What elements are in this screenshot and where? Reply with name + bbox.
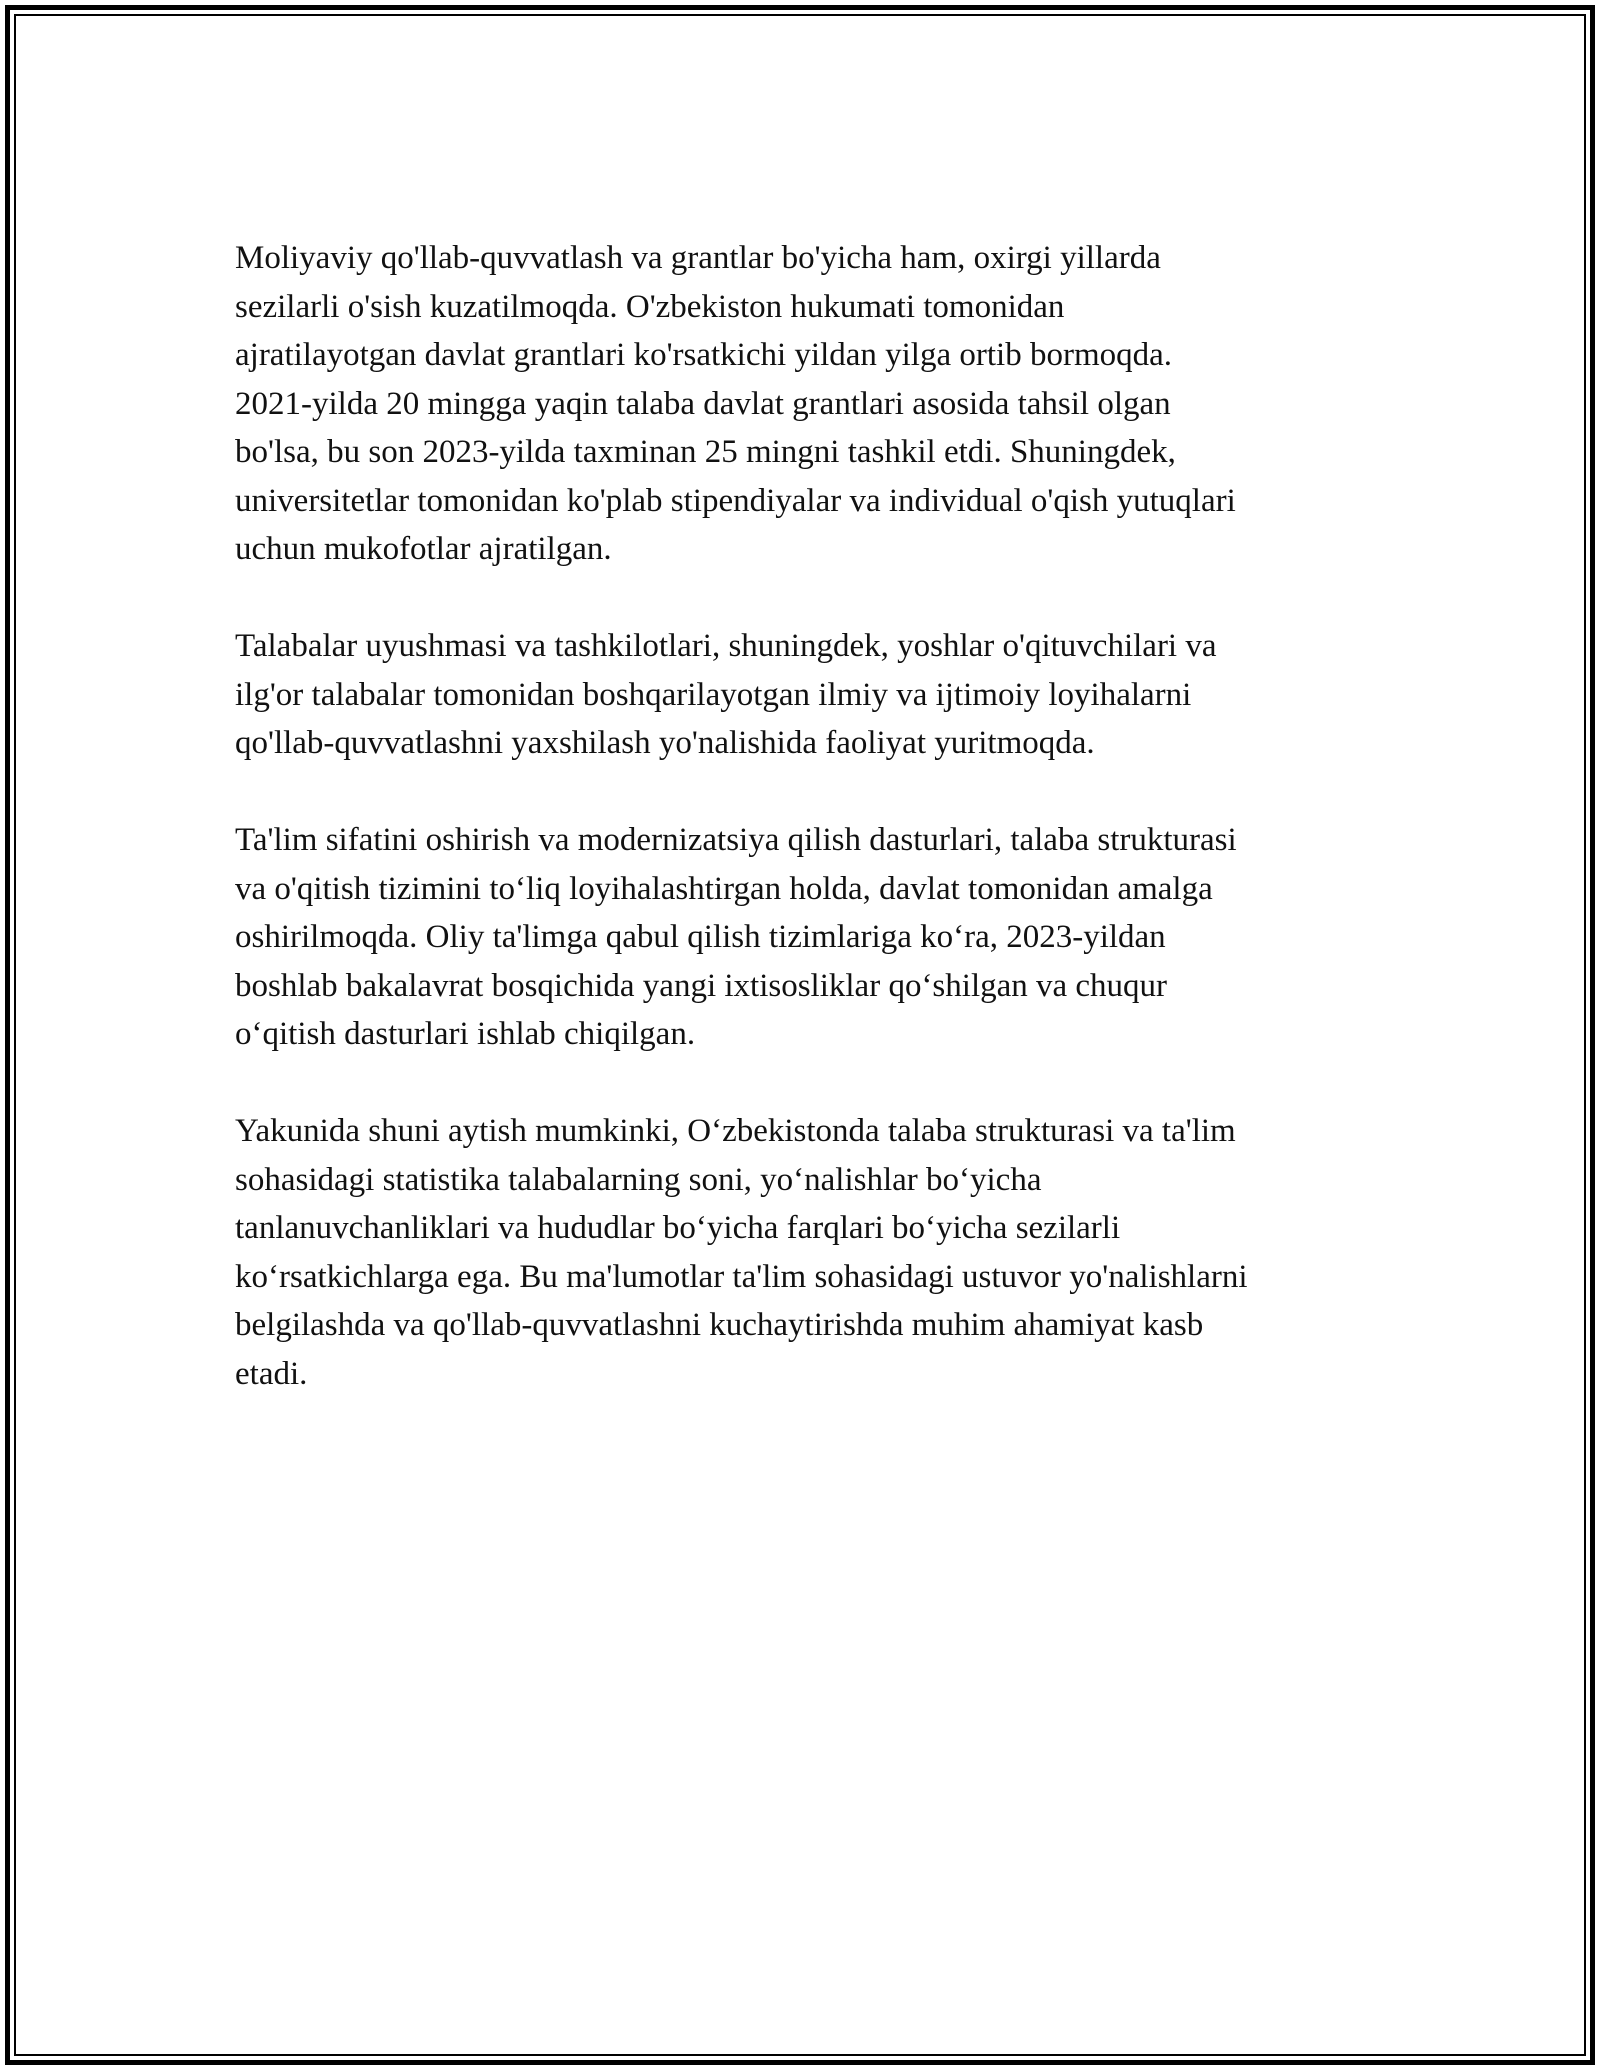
text-line: 2021-yilda 20 mingga yaqin talaba davlat grantlari asosida tahsil olgan [235,385,1171,422]
document-body [235,234,1385,1447]
text-line: uchun mukofotlar ajratilgan. [235,531,612,567]
text-line: Talabalar uyushmasi va tashkilotlari, shuningdek, yoshlar o'qituvchilari va [235,628,1217,664]
paragraph-student-unions [235,622,1385,768]
text-line: o‘qitish dasturlari ishlab chiqilgan. [235,1016,696,1052]
text-line: oshirilmoqda. Oliy ta'limga qabul qilish tizimlariga ko‘ra, 2023-yildan [235,919,1166,955]
text-line: bo'lsa, bu son 2023-yilda taxminan 25 mingni tashkil etdi. Shuningdek, [235,434,1176,470]
text-line: etadi. [235,1355,308,1392]
text-line: ilg'or talabalar tomonidan boshqarilayotgan ilmiy va ijtimoiy loyihalarni [235,676,1192,713]
text-line: ajratilayotgan davlat grantlari ko'rsatkichi yildan yilga ortib bormoqda. [235,337,1173,373]
text-line: va o'qitish tizimini to‘liq loyihalashtirgan holda, davlat tomonidan amalga [235,870,1213,907]
text-line: sohasidagi statistika talabalarning soni, yo‘nalishlar bo‘yicha [235,1161,1042,1198]
paragraph-grants [235,234,1385,574]
paragraph-conclusion [235,1107,1385,1398]
text-line: ko‘rsatkichlarga ega. Bu ma'lumotlar ta'lim sohasidagi ustuvor yo'nalishlarni [235,1258,1248,1295]
text-line: boshlab bakalavrat bosqichida yangi ixtisosliklar qo‘shilgan va chuqur [235,967,1168,1004]
text-line: qo'llab-quvvatlashni yaxshilash yo'nalishida faoliyat yuritmoqda. [235,725,1095,761]
text-line: belgilashda va qo'llab-quvvatlashni kuchaytirishda muhim ahamiyat kasb [235,1307,1204,1343]
text-line: Yakunida shuni aytish mumkinki, O‘zbekistonda talaba strukturasi va ta'lim [235,1113,1236,1149]
text-line: tanlanuvchanliklari va hududlar bo‘yicha farqlari bo‘yicha sezilarli [235,1210,1121,1246]
text-line: sezilarli o'sish kuzatilmoqda. O'zbekiston hukumati tomonidan [235,288,1065,325]
paragraph-education-quality [235,816,1385,1059]
text-line: Ta'lim sifatini oshirish va modernizatsiya qilish dasturlari, talaba strukturasi [235,822,1237,858]
text-line: universitetlar tomonidan ko'plab stipendiyalar va individual o'qish yutuqlari [235,482,1236,519]
text-line: Moliyaviy qo'llab-quvvatlash va grantlar bo'yicha ham, oxirgi yillarda [235,240,1161,276]
